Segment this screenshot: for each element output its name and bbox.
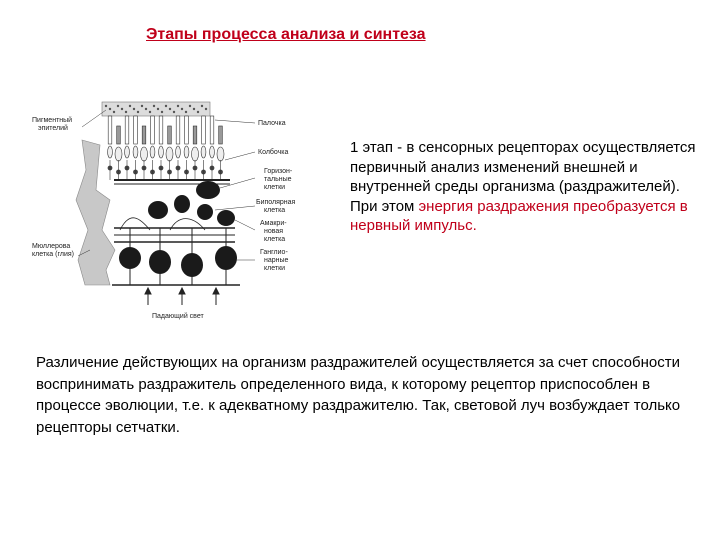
rod-outer-segment (210, 116, 214, 144)
label-muller-2: клетка (глия) (32, 251, 74, 258)
cone-inner-segment (115, 147, 122, 161)
label-amacrine-2: новая (264, 228, 284, 235)
rod-outer-segment (176, 116, 180, 144)
label-incident-light: Падающий свет (152, 313, 204, 320)
pigment-granule (157, 108, 159, 110)
stage-text: в сенсорных рецепторах осуществляется первичный анализ изменений внешней и внутренней среды организма (раздражителей). При этом (350, 139, 696, 215)
retina-structure-illustration (30, 100, 330, 325)
pigment-granule (125, 111, 127, 113)
pigment-granule (137, 111, 139, 113)
pigment-granule (153, 105, 155, 107)
rod-inner-segment (184, 146, 189, 158)
rod-inner-segment (150, 146, 155, 158)
stage-label: 1 этап - (350, 139, 407, 156)
pigment-granule (105, 105, 107, 107)
pigment-granule (133, 108, 135, 110)
stage-description (350, 138, 710, 236)
horizontal-cell (148, 201, 168, 219)
label-ganglion-2: нарные (264, 257, 289, 264)
label-pigment-epithelium-2: эпителий (38, 125, 68, 132)
pigment-granule (141, 105, 143, 107)
ganglion-cell (119, 247, 141, 269)
rod-inner-segment (201, 146, 206, 158)
cone-inner-segment (192, 147, 199, 161)
label-cone: Колбочка (258, 149, 289, 156)
cone-inner-segment (166, 147, 173, 161)
pigment-granule (189, 105, 191, 107)
label-ganglion-3: клетки (264, 265, 286, 272)
cone-inner-segment (217, 147, 224, 161)
pigment-granule (165, 105, 167, 107)
rod-inner-segment (125, 146, 130, 158)
rod-inner-segment (210, 146, 215, 158)
label-rod: Палочка (258, 120, 286, 127)
rod-outer-segment (159, 116, 163, 144)
incident-light-arrows (145, 288, 219, 305)
pigment-granule (185, 111, 187, 113)
rod-inner-segment (133, 146, 138, 158)
cone-outer-segment (219, 126, 223, 144)
pigment-granule (121, 108, 123, 110)
pigment-granule (113, 111, 115, 113)
pigment-granule (193, 108, 195, 110)
label-horizontal-1: Горизон- (264, 168, 293, 175)
pigment-granule (205, 108, 207, 110)
rod-inner-segment (159, 146, 164, 158)
pigment-granule (177, 105, 179, 107)
label-ganglion-1: Ганглио- (260, 249, 288, 256)
label-bipolar-2: клетка (264, 207, 286, 214)
retina-diagram (30, 100, 330, 325)
rod-outer-segment (125, 116, 129, 144)
bipolar-cell (174, 195, 190, 213)
pigment-granule (181, 108, 183, 110)
rod-inner-segment (176, 146, 181, 158)
pigment-granule (149, 111, 151, 113)
label-bipolar-1: Биполярная (256, 199, 296, 206)
pigment-granule (169, 108, 171, 110)
label-muller-1: Мюллерова (32, 243, 71, 250)
pigment-granule (161, 111, 163, 113)
rod-outer-segment (202, 116, 206, 144)
label-pigment-epithelium-1: Пигментный (32, 117, 73, 124)
pigment-granule (145, 108, 147, 110)
cone-outer-segment (142, 126, 146, 144)
ganglion-cell (215, 246, 237, 270)
pigment-granule (201, 105, 203, 107)
cone-outer-segment (168, 126, 172, 144)
ganglion-cell (181, 253, 203, 277)
label-amacrine-3: клетка (264, 236, 286, 243)
ganglion-axons (112, 269, 240, 285)
ganglion-cell (149, 250, 171, 274)
cone-outer-segment (117, 126, 121, 144)
rod-outer-segment (185, 116, 189, 144)
slide-title: Этапы процесса анализа и синтеза (146, 26, 426, 43)
horizontal-cell (196, 181, 220, 199)
rod-outer-segment (108, 116, 112, 144)
pigment-granule (173, 111, 175, 113)
rod-inner-segment (108, 146, 113, 158)
cone-inner-segment (141, 147, 148, 161)
stage-highlight: энергия раздражения преобразуется в нервный импульс. (350, 197, 688, 234)
pigment-granule (129, 105, 131, 107)
cone-outer-segment (193, 126, 197, 144)
rod-outer-segment (151, 116, 155, 144)
photoreceptor-layer (108, 116, 224, 180)
label-horizontal-3: клетки (264, 184, 286, 191)
muller-glia-shape (76, 140, 115, 285)
label-horizontal-2: тальные (264, 176, 292, 183)
bipolar-cell (197, 204, 213, 220)
pigment-granule (117, 105, 119, 107)
rod-outer-segment (134, 116, 138, 144)
body-paragraph: Различение действующих на организм раздражителей осуществляется за счет способности воспринимать раздражитель определенного вида, к которому рецептор приспособлен в процессе эволюции, т.е. к адекватному раздражителю. Так, световой луч возбуждает только рецепторы сетчатки. (36, 354, 681, 436)
amacrine-cell (217, 210, 235, 226)
pigment-granule (197, 111, 199, 113)
pigment-granule (109, 108, 111, 110)
label-amacrine-1: Амакри- (260, 220, 287, 227)
